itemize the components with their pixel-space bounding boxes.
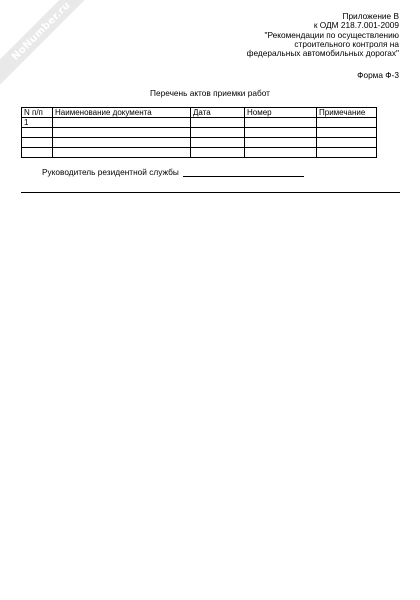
appendix-header [199, 12, 399, 58]
table-cell [22, 138, 53, 148]
signature-block [42, 167, 304, 177]
table-cell [22, 148, 53, 158]
table-cell [53, 138, 191, 148]
bottom-divider [21, 192, 400, 193]
document-title: Перечень актов приемки работ [150, 88, 270, 98]
table-cell [245, 128, 317, 138]
table-cell [53, 118, 191, 128]
table-cell [317, 138, 377, 148]
table-cell [53, 148, 191, 158]
table-row [22, 128, 377, 138]
appendix-line: к ОДМ 218.7.001-2009 [313, 20, 399, 31]
appendix-line: Приложение В [342, 11, 399, 21]
signature-line [183, 168, 304, 177]
table-cell [245, 148, 317, 158]
signature-label: Руководитель резидентной службы [42, 167, 179, 177]
table-cell [191, 148, 245, 158]
table-cell [22, 128, 53, 138]
table-row [22, 138, 377, 148]
table-cell [245, 138, 317, 148]
table-cell [191, 128, 245, 138]
table-cell: 1 [22, 118, 53, 128]
table-cell [53, 128, 191, 138]
table-cell [317, 118, 377, 128]
column-header-document-name: Наименование документа [53, 108, 191, 118]
appendix-line: "Рекомендации по осуществлению [264, 29, 399, 40]
table-cell [191, 138, 245, 148]
appendix-line: федеральных автомобильных дорогах" [246, 48, 399, 59]
table-header-row [22, 108, 377, 118]
form-label: Форма Ф-3 [357, 70, 399, 80]
watermark-ribbon [0, 0, 100, 90]
table-row [22, 118, 377, 128]
table-cell [191, 118, 245, 128]
column-header-date: Дата [191, 108, 245, 118]
column-header-doc-number: Номер [245, 108, 317, 118]
table-row [22, 148, 377, 158]
table-cell [245, 118, 317, 128]
appendix-line: строительного контроля на [294, 38, 399, 49]
acts-table [21, 107, 377, 158]
table-cell [317, 148, 377, 158]
column-header-note: Примечание [317, 108, 377, 118]
table-cell [317, 128, 377, 138]
watermark-text: NoNumber.ru [9, 0, 73, 63]
column-header-number: N п/п [22, 108, 53, 118]
